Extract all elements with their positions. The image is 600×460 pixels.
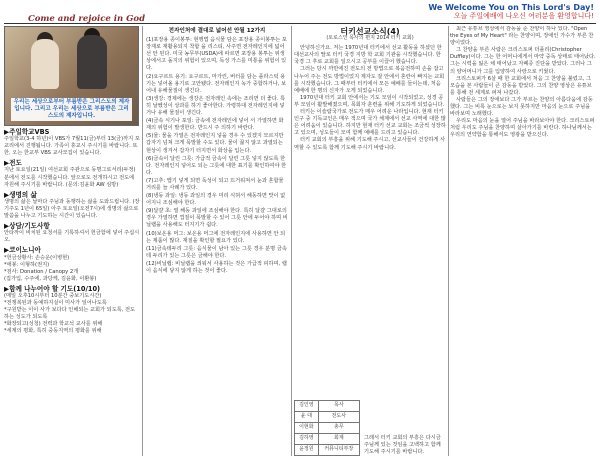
- clergy-role: 전도사: [318, 412, 359, 423]
- reflection-paragraph: 우리도 마음의 눈을 열어 주님을 바라보아야 한다. 크리스토퍼처럼 우리도 주님을 찬양하며 살아가기를 바란다. 하나님께서는 우리의 연약함을 통해서도 영광을 받으신다.: [450, 118, 595, 139]
- clergy-row: [295, 445, 360, 456]
- clergy-name: 김인영: [295, 401, 319, 412]
- clergy-row: [295, 412, 360, 423]
- section-body: 주일학교(3-4 하년)이 VBS가 7월11(금)부터 13(금)까지 포교리에서 진행됩니다. 가족이 휴교시 주시기를 바랍니다. 또한, 오는 한교부 VBS 교사모집이 있습니다.: [4, 136, 140, 157]
- section-body: *헌금상황사: 손승운(이병현) *애봉: 이형하(권지) *검사: Donation / Canopy 2개 (집가입, 수주에, 과당케, 김윤화, 이환봉): [4, 254, 97, 282]
- section-title: ▶주일학교VBS: [4, 128, 50, 136]
- reflection-body: [450, 26, 596, 140]
- clergy-row: [295, 434, 360, 445]
- clergy-row: [295, 401, 360, 412]
- microwave-tips-list: [146, 37, 288, 275]
- pastor-photo: [4, 26, 139, 126]
- welcome-korean: 오늘 주일예배에 나오신 여러분을 환영합니다!: [453, 12, 594, 20]
- clergy-name: 윤 대: [295, 412, 319, 423]
- section-body: 지난 토요일(21일) 여선교회 주관으로 동명그로서리(두정) 분에서 전도를 시작했습니다. 앞으로도 전개하시고 전도에 자원해 주시기를 바랍니다. (문의:김윤화 AW 심방): [4, 167, 136, 188]
- tip-item: (5)물: 물을 가열은 전자레인지 넣을 경우 수 있겠지 모르지만 갑자기 넘쳐 크게 폭발할 수도 있다. 물이 끓지 않고 과열되는 현상이 생겨서 갑자기 터지면서 화상을 입는다.: [146, 133, 284, 154]
- clergy-row: [295, 423, 360, 434]
- reflection-paragraph: 크리스토퍼가 6살 때 한 교회에서 처음 그 찬양을 불렀고, 그 모습을 본 사람들이 큰 감동을 받았다. 그의 찬양 영상은 유튜브를 통해 전 세계로 퍼져 나갔다.: [450, 75, 592, 96]
- announcement-sections: [4, 129, 140, 336]
- section-title: ▶코이노니아: [4, 246, 41, 255]
- section-body: 안타까이 비치된 요청서를 기록하셔서 헌금함에 넣어 주십시오.: [4, 230, 140, 244]
- microwave-tips-column: [146, 26, 288, 456]
- clergy-table: [294, 400, 360, 456]
- column-rule-3: [448, 26, 449, 456]
- section-body: 생명의 삶은 날마다 주님과 동행하는 삶을 도와드립니다. (장기주도 1년이 65일) 아주 토요일(오전7시)에 생명의 삶으로 말씀을 나누고 기도하는 시간이 있습니다.: [4, 198, 140, 220]
- reflection-paragraph: 그 찬양을 부른 사람은 크리스토퍼 더플리(Christopher Duffley)이다. 그는 한 어머니에게서 마약 중독 상태로 태어났다. 그는 시력을 잃은 채 태어났고 자폐증 진단을 받았다. 그러나 그의 양어머니가 그를 입양하여 사랑으로 키웠다.: [450, 47, 596, 75]
- tip-item: (9)달걀 초: 열 해동 과일에 조심해야 한다. 특히 달걀 그대로의 경우 가열하면 껍질이 폭발할 수 있어 그릇 안에 두어야 하며 비닐랩을 사용해도 터지기가 쉽다.: [146, 208, 288, 229]
- mission-news-column: [294, 26, 446, 456]
- header-rule: [4, 23, 596, 24]
- clergy-name: 윤정원: [295, 445, 319, 456]
- mission-paragraph: 터키는 이슬람국가로 전도가 매우 어려운 나라입니다. 현재 터키 인구 중 기독교인은 매우 적으며 국가 체제에서 선교 사역에 대한 많은 어려움이 있습니다. 하지만 현재 터키 선교 교회는 조금씩 성장하고 있으며, 성도들이 모여 함께 예배를 드리고 있습니다.: [294, 109, 446, 137]
- welcome-english: We Welcome You on This Lord's Day!: [428, 3, 594, 12]
- mission-paragraph: 안녕하신가요. 저는 1970년대 터키에서 선교 활동을 하셨던 한 대선교사의 딸로 터키 국경 지방 학 교회 기관을 시작했습니다. 한 국경 그 후로 교회를 일으시고 공부를 이끌어 했습니다.: [294, 45, 442, 66]
- tip-item: (4)금속 식기나 포일: 금속에 전자레인에 넣어 서 가열하면 화재의 위험이 발생한다. 반드시 주 의하기 바란다.: [146, 118, 284, 132]
- mission-news-subtitle: (토로스인 목사의 편지 2014 터키 교회): [326, 35, 414, 42]
- tip-item: (10)보온용 머그: 보온용 머그에 전자레인지에 사용하면 안 되는 제품이 많다. 재질을 확인할 필요가 있다.: [146, 230, 286, 244]
- column-rule-2: [291, 26, 292, 456]
- clergy-role: 총무: [318, 423, 359, 434]
- section-title: ▶생명의 삶: [4, 190, 37, 199]
- mission-paragraph: 1970년대 터키 교회 안에서는 기도 모임이 시작되었고, 성경 공부 모임이 활발해졌으며, 목회자 훈련을 위해 기도하게 되었습니다.: [294, 94, 445, 108]
- tip-item: (8)냉동 과일: 냉동 과일의 경우 미리 식혀서 해동하면 맛이 없어지니 조심해야 한다.: [146, 193, 286, 207]
- reflection-paragraph: 사람들은 그의 장애보다 그가 부르는 찬양의 아름다움에 감동했다. 그는 비록 눈으로는 보지 못하지만 마음의 눈으로 주님을 바라보며 노래했다.: [450, 96, 593, 118]
- tip-item: (6)금속이 달린 그릇: 가급적 금속이 달린 그릇 넣지 않도록 한다. 전자레인지 넣어도 되는 그릇에 대한 표기를 확인하여야 한다.: [146, 155, 287, 176]
- clergy-role: 목사: [318, 401, 359, 412]
- mission-news-body: [294, 45, 446, 151]
- person-left: [31, 39, 59, 89]
- person-right: [77, 35, 107, 89]
- mission-paragraph: 그러는 당시 까만에진 전도의 전 방법으로 복음전하며 손을 잡고 나누어 주는 전도 방법이었지 제자도 잘 안에서 혼란이 빠지는 교회를 시작했습니다. 그 때부터 터키에서 모든 예배를 들이는데, 처음 예배에 한 명의 신자가 오게 되었습니다.: [294, 66, 445, 94]
- column-rule-1: [142, 26, 143, 456]
- header-right: [428, 3, 594, 21]
- reflection-paragraph: 최근 유튜브 영상에서 감동을 준 찬양이 하나 있다. "Open the Eyes of My Heart" 라는 찬양이며, 장애인 가수가 부른 찬양이었다.: [450, 26, 594, 47]
- tip-item: (12)비닐랩: 비닐랩을 씌워서 사용하는 것은 가급적 피하며, 랩이 음식에 닿지 않게 하는 것이 좋다.: [146, 260, 287, 274]
- microwave-tips-title: 전자인처에 결대로 넓어선 안될 12가지: [168, 28, 266, 34]
- clergy-name: 이현화: [295, 423, 319, 434]
- photo-caption: 우리는 세상으로부터 부름받은 그리스도의 제자입니다. 그리고 우리는 세상으로 부름받은 그리스도의 제자입니다.: [11, 98, 132, 121]
- mission-news-title: 터키선교소식(4): [340, 27, 400, 36]
- announcements-column: [4, 26, 140, 456]
- section-title: ▶함께 나누어야 할 기도(10/10): [4, 284, 101, 293]
- reflection-column: [450, 26, 596, 456]
- clergy-role: 커뮤니티부장: [318, 445, 359, 456]
- section-title: ▶전도: [4, 159, 22, 168]
- mission-paragraph: 터키 교회의 부흥을 위해 기도해 주시고, 선교사들이 건강하게 사역할 수 있도록 함께 기도해 주시기 바랍니다.: [294, 137, 446, 151]
- section-title: ▶상담/기도사항: [4, 222, 50, 231]
- section-body: (매일 오후10시부터 10분간 중보기도시간) *전쟁복된과 동예하지실이 미사가 일어나도록 *구원받는 이이 사가 보다다 인해되는 교회가 되도록, 전도하는 성도가 되도록 *화장되고(성청) 전력과 학교석 교사를 위해 *세계의 평화, 특히 중동지역의 평화를 위해: [4, 292, 136, 335]
- mission-news-closing: 그래서 터키 교회의 부흥은 다시금 주님께 있는 것임을 고백하고 함께 기도해 주시기를 바랍니다.: [364, 434, 441, 455]
- tip-item: (11)금속테두리 그릇: 음식물이 남아 있는 그릇 경우 분명 금속테 두리가 있는 그릇은 금해야 한다.: [146, 245, 287, 259]
- tip-item: (2)요구르트 용기: 요구르트, 마가린, 버터를 담는 플라스틱 용기는 넣어올 용기로 고안됐다. 전자레인지 녹가 중합하거나, 보어내 유해물질이 생긴다.: [146, 73, 287, 94]
- tip-item: (1)포장용 종이봉투: 현행법 음식물 담은 포장용 종이봉투는 포장재로 재활용되지 착합 을 리스티, 사주면 전자레인지에 넓어선 안 된다. 미국 농무부(USDA)에 따르면 포장용 봉투는 위생상에서고 돌지의 위험이 있으며, 독성 가스를 미통을 위험이 있다.: [146, 37, 287, 72]
- header-left-title: Come and rejoice in God: [28, 14, 146, 24]
- tip-item: (7)고추: 맵기 넣게 되면 독성이 되고 뜨거워져서 눈과 혼합물 거리를 늘 사례가 있다.: [146, 177, 284, 191]
- tip-item: (3)생강: 경제에는 생강은 전자레인 속에는 조리면 더 좋다. 특히 날쌨성이 상과를 하기 좋아한다. 가령하대 전자레인지에 넣거나 유해 물질이 생긴다.: [146, 95, 286, 117]
- clergy-role: 회계: [318, 434, 359, 445]
- clergy-name: 김하영: [295, 434, 319, 445]
